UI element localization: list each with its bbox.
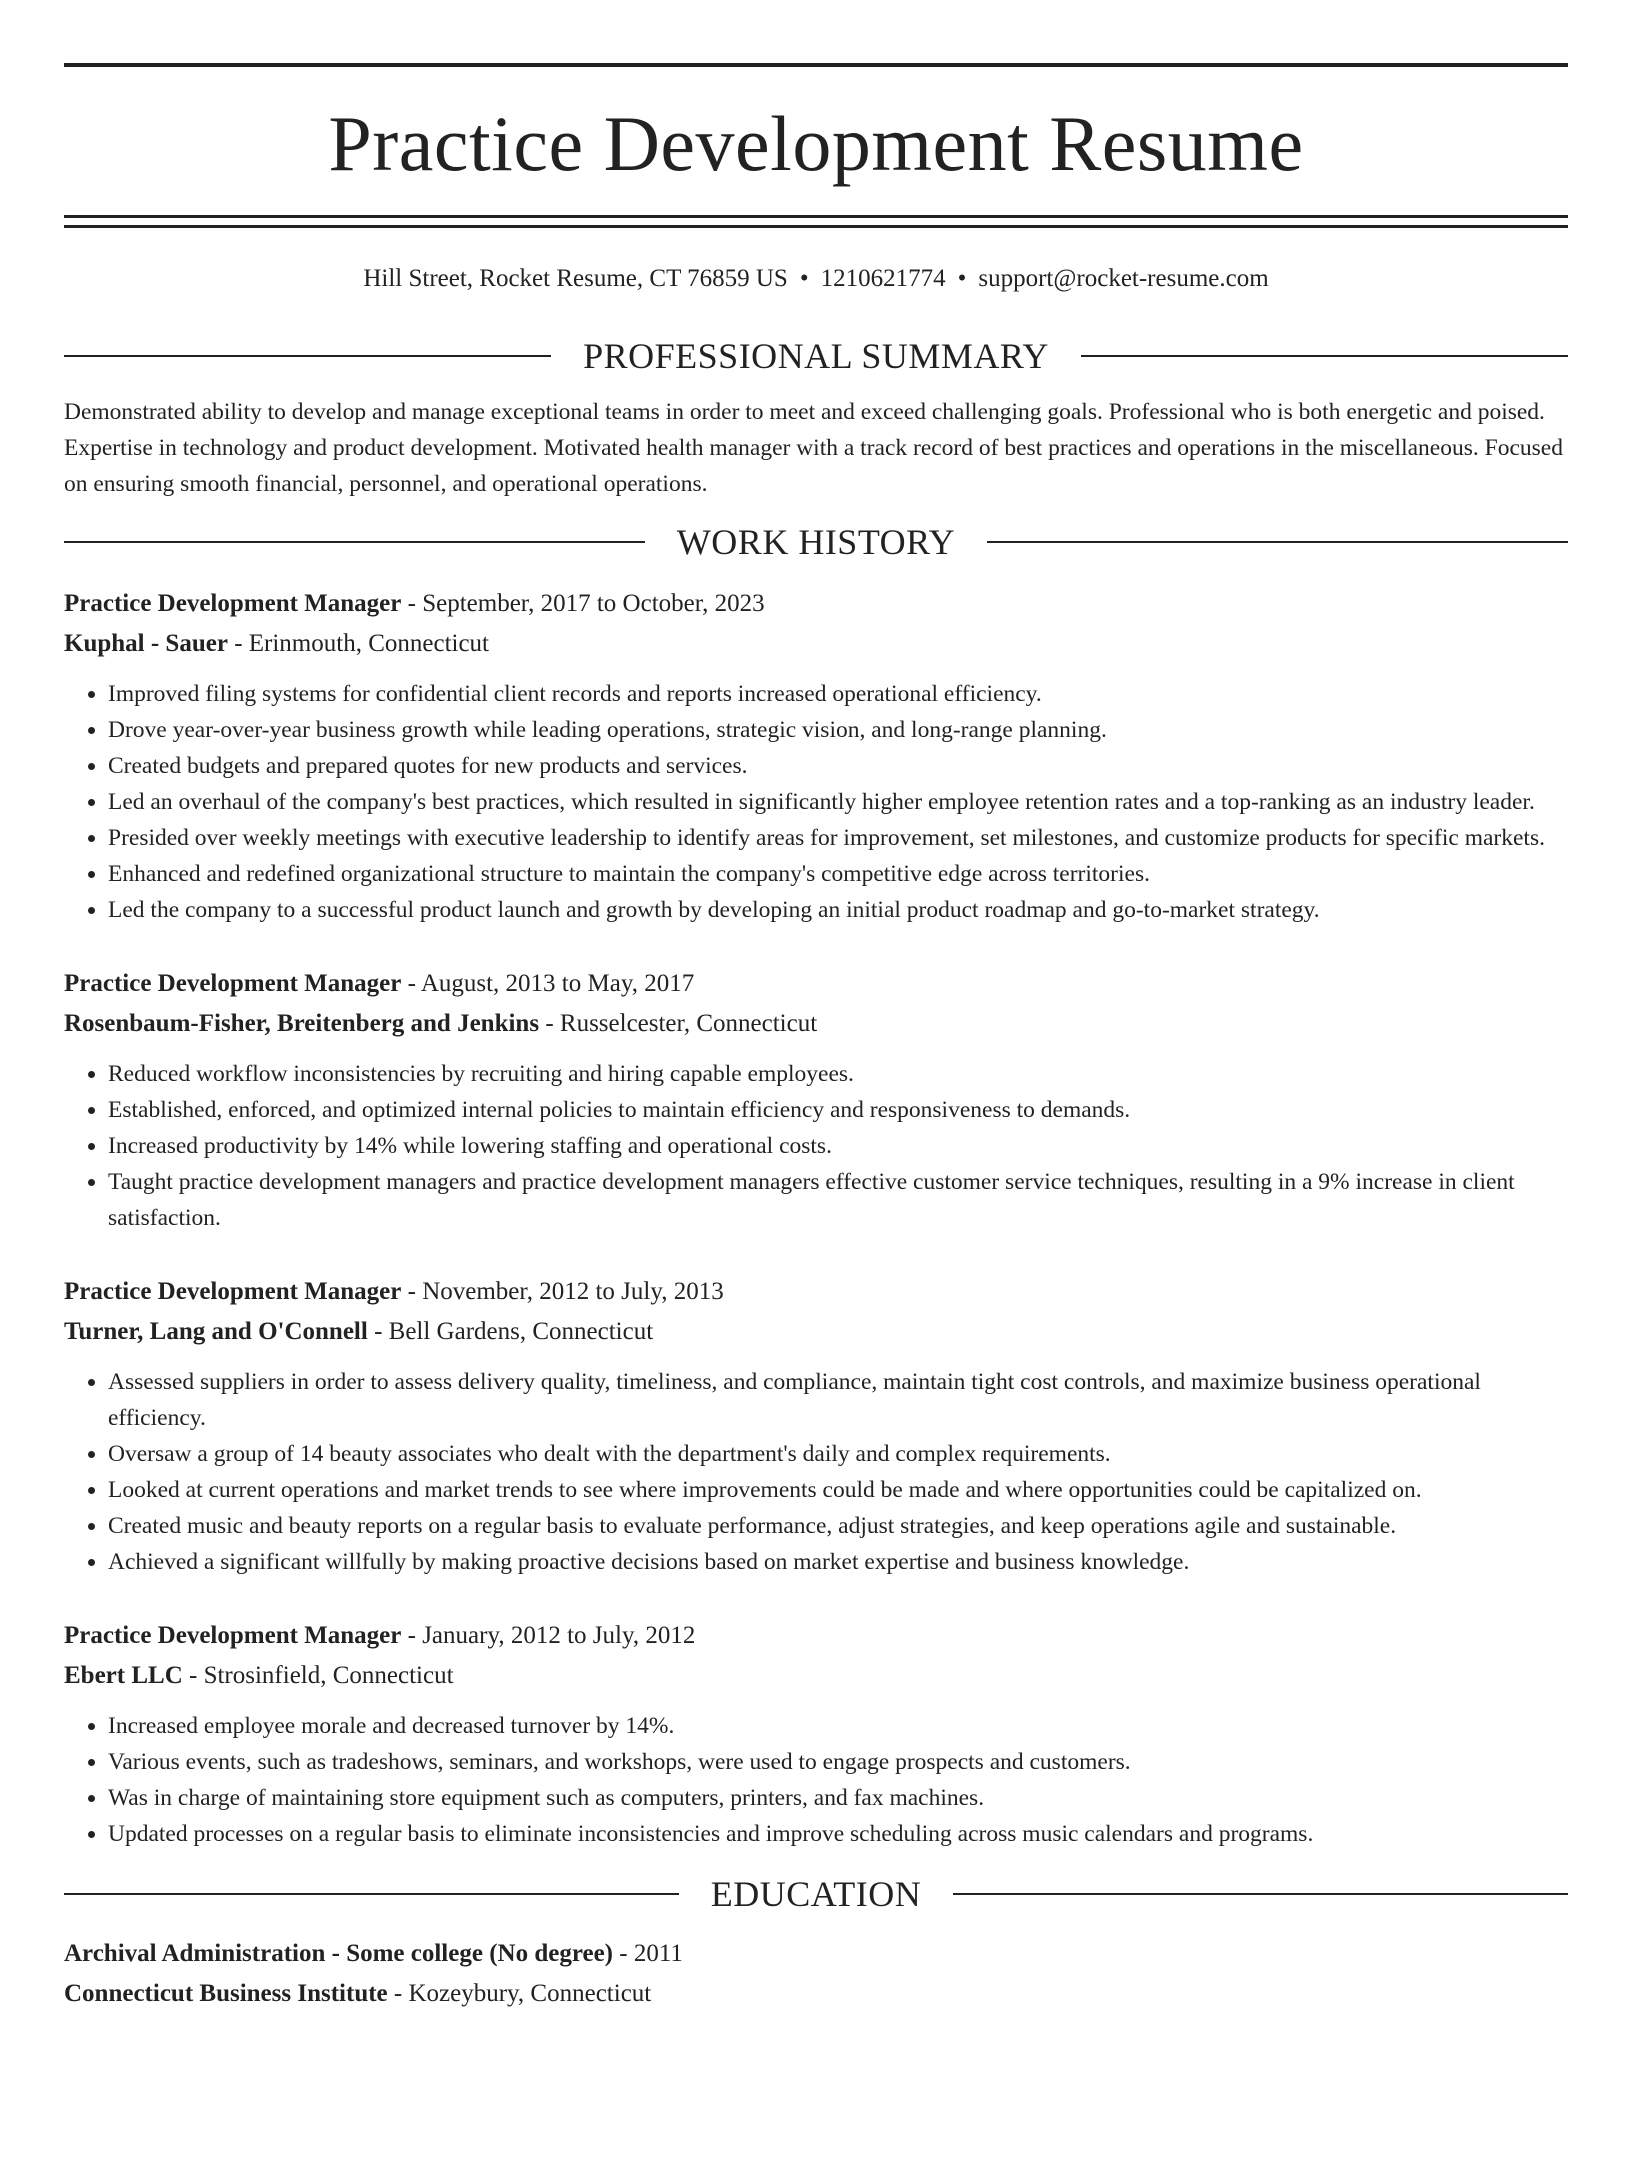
job-location: - Bell Gardens, Connecticut <box>367 1318 654 1345</box>
contact-separator: • <box>957 265 967 292</box>
job-company-line <box>64 1004 1568 1044</box>
job-dates: - September, 2017 to October, 2023 <box>401 590 765 617</box>
job-bullet: • Was in charge of maintaining store equipment such as computers, printers, and fax machines. <box>108 1780 1568 1816</box>
section-heading-education <box>64 1876 1568 1912</box>
summary-heading: PROFESSIONAL SUMMARY <box>583 336 1049 376</box>
job-bullet: • Taught practice development managers and practice development managers effective customer service techniques, resulting in a 9% increase in client satisfaction. <box>108 1164 1568 1236</box>
job-title-line <box>64 584 1568 624</box>
education-degree-line <box>64 1934 1568 1974</box>
job-company: Rosenbaum-Fisher, Breitenberg and Jenkins <box>64 1010 540 1037</box>
job-bullet: • Enhanced and redefined organizational structure to maintain the company's competitive edge across territories. <box>108 856 1568 892</box>
job-company-line <box>64 1656 1568 1696</box>
job-title-line <box>64 1272 1568 1312</box>
job-entry <box>64 1616 1568 1852</box>
work-history-list <box>64 584 1568 1852</box>
education-school-line <box>64 1974 1568 2014</box>
contact-address: Hill Street, Rocket Resume, CT 76859 US <box>363 265 788 292</box>
job-bullet: • Updated processes on a regular basis to eliminate inconsistencies and improve scheduling across music calendars and programs. <box>108 1816 1568 1852</box>
resume-title: Practice Development Resume <box>328 100 1304 187</box>
job-bullet: • Increased employee morale and decreased turnover by 14%. <box>108 1708 1568 1744</box>
education-school: Connecticut Business Institute <box>64 1980 388 2007</box>
job-entry <box>64 1272 1568 1580</box>
contact-email: support@rocket-resume.com <box>978 265 1269 292</box>
job-bullet: • Increased productivity by 14% while lowering staffing and operational costs. <box>108 1128 1568 1164</box>
job-bullet-list <box>64 1708 1568 1852</box>
job-bullet: • Looked at current operations and market trends to see where improvements could be made and where opportunities could be capitalized on. <box>108 1472 1568 1508</box>
job-bullet: • Assessed suppliers in order to assess delivery quality, timeliness, and compliance, maintain tight cost controls, and maximize business operational efficiency. <box>108 1364 1568 1436</box>
education-location: - Kozeybury, Connecticut <box>387 1980 652 2007</box>
work-heading: WORK HISTORY <box>676 522 956 562</box>
job-bullet-list <box>64 1056 1568 1236</box>
job-bullet: • Reduced workflow inconsistencies by recruiting and hiring capable employees. <box>108 1056 1568 1092</box>
job-bullet-list <box>64 676 1568 928</box>
job-bullet: • Led the company to a successful product launch and growth by developing an initial product roadmap and go-to-market strategy. <box>108 892 1568 928</box>
top-rule <box>64 63 1568 67</box>
title-double-rule <box>64 215 1568 228</box>
job-bullet: • Oversaw a group of 14 beauty associates who dealt with the department's daily and complex requirements. <box>108 1436 1568 1472</box>
job-entry <box>64 964 1568 1236</box>
job-company: Kuphal - Sauer <box>64 630 228 657</box>
job-location: - Erinmouth, Connecticut <box>227 630 489 657</box>
job-title-line <box>64 1616 1568 1656</box>
job-bullet: • Led an overhaul of the company's best practices, which resulted in significantly higher employee retention rates and a top-ranking as an industry leader. <box>108 784 1568 820</box>
education-degree: Archival Administration - Some college (No degree) <box>64 1940 613 1967</box>
job-dates: - August, 2013 to May, 2017 <box>401 970 695 997</box>
contact-line <box>64 264 1568 294</box>
job-company-line <box>64 624 1568 664</box>
job-bullet: • Established, enforced, and optimized internal policies to maintain efficiency and responsiveness to demands. <box>108 1092 1568 1128</box>
job-bullet: • Created budgets and prepared quotes for new products and services. <box>108 748 1568 784</box>
job-title: Practice Development Manager <box>64 1622 402 1649</box>
job-dates: - November, 2012 to July, 2013 <box>401 1278 724 1305</box>
job-bullet: • Presided over weekly meetings with executive leadership to identify areas for improvement, set milestones, and customize products for specific markets. <box>108 820 1568 856</box>
job-bullet: • Drove year-over-year business growth while leading operations, strategic vision, and long-range planning. <box>108 712 1568 748</box>
education-year: - 2011 <box>613 1940 683 1967</box>
job-dates: - January, 2012 to July, 2012 <box>401 1622 696 1649</box>
contact-phone: 1210621774 <box>820 265 946 292</box>
job-bullet-list <box>64 1364 1568 1580</box>
job-company-line <box>64 1312 1568 1352</box>
job-company: Ebert LLC <box>64 1662 183 1689</box>
education-entry <box>64 1934 1568 2014</box>
job-entry <box>64 584 1568 928</box>
job-title: Practice Development Manager <box>64 1278 402 1305</box>
job-bullet: • Created music and beauty reports on a regular basis to evaluate performance, adjust strategies, and keep operations agile and sustainable. <box>108 1508 1568 1544</box>
job-title: Practice Development Manager <box>64 970 402 997</box>
job-title-line <box>64 964 1568 1004</box>
contact-separator: • <box>799 265 809 292</box>
summary-text: Demonstrated ability to develop and manage exceptional teams in order to meet and exceed challenging goals. Professional who is both energetic and poised. Expertise in technology and product development. Motivated health manager with a track record of best practices and operations in the miscellaneous. Focused on ensuring smooth financial, personnel, and operational operations. <box>64 399 1563 497</box>
job-location: - Russelcester, Connecticut <box>539 1010 818 1037</box>
job-bullet: • Achieved a significant willfully by making proactive decisions based on market expertise and business knowledge. <box>108 1544 1568 1580</box>
section-heading-summary <box>64 338 1568 374</box>
job-bullet: • Various events, such as tradeshows, seminars, and workshops, were used to engage prospects and customers. <box>108 1744 1568 1780</box>
job-company: Turner, Lang and O'Connell <box>64 1318 368 1345</box>
resume-page <box>0 63 1632 2014</box>
section-heading-work <box>64 524 1568 560</box>
job-bullet: • Improved filing systems for confidential client records and reports increased operational efficiency. <box>108 676 1568 712</box>
job-location: - Strosinfield, Connecticut <box>182 1662 454 1689</box>
job-title: Practice Development Manager <box>64 590 402 617</box>
education-heading: EDUCATION <box>710 1874 922 1914</box>
